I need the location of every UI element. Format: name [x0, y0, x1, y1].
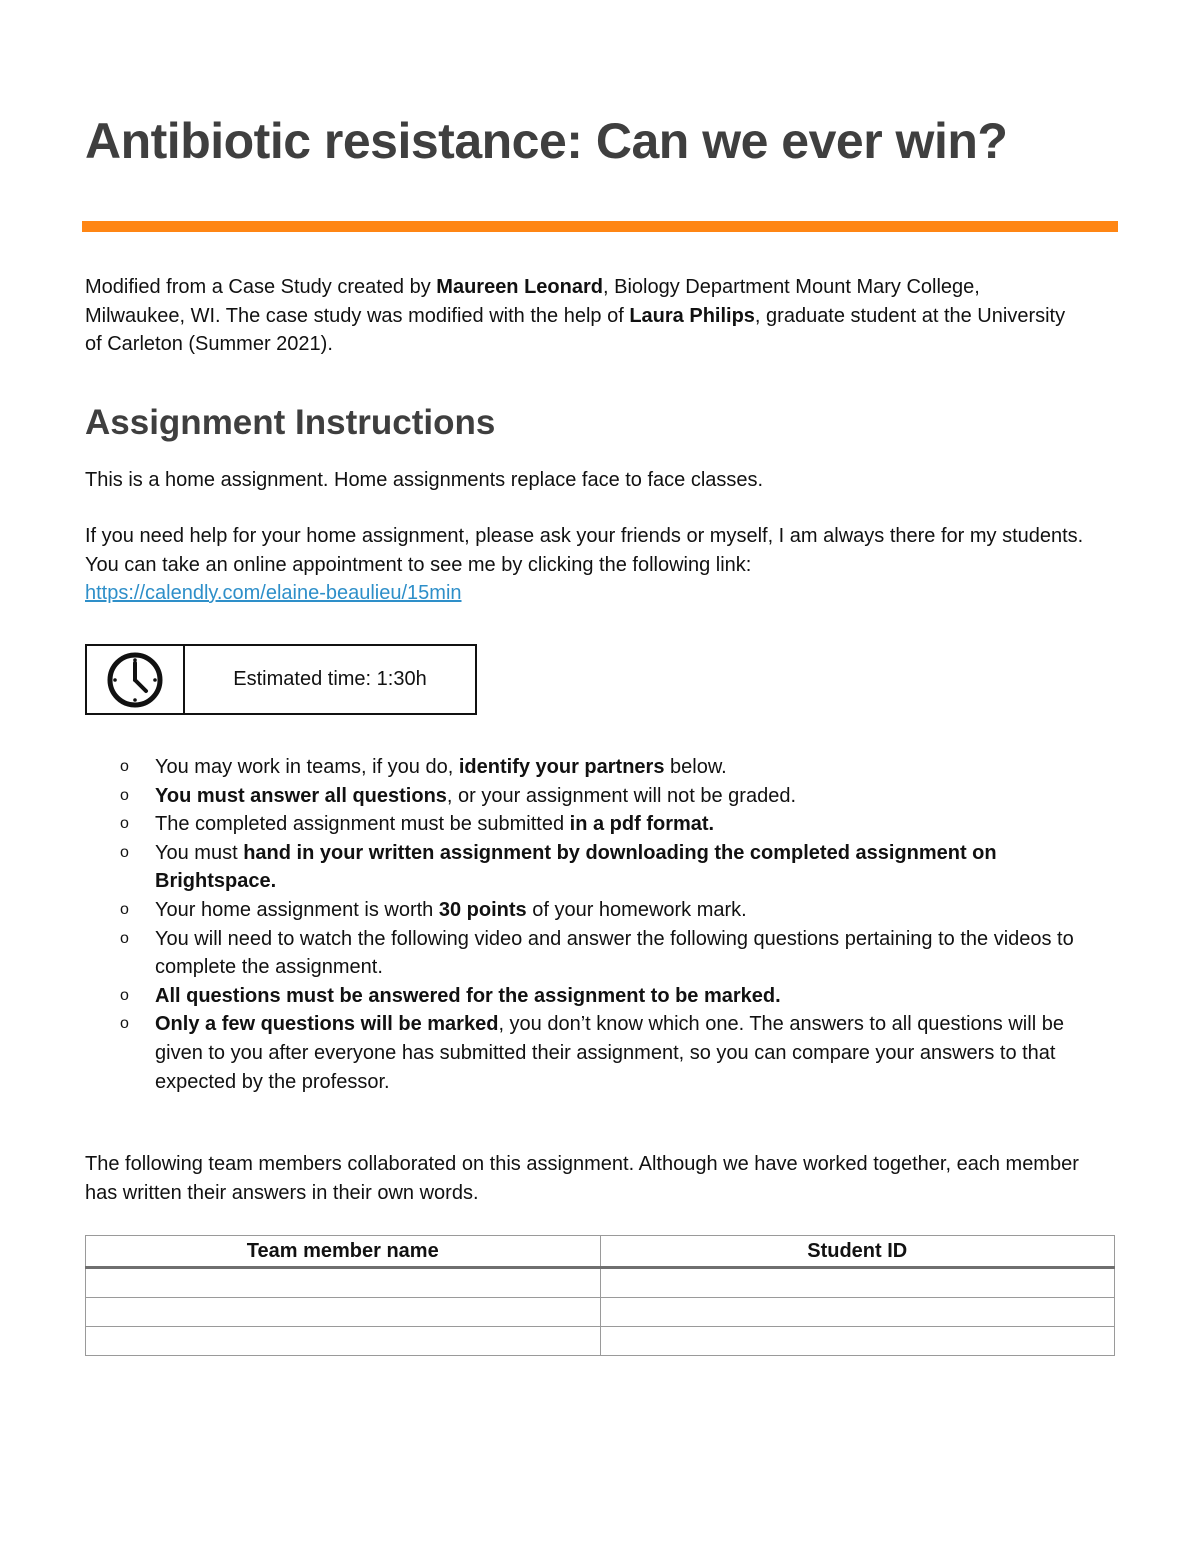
table-row [86, 1327, 1115, 1356]
list-item: o You may work in teams, if you do, identify your partners below. [118, 753, 1108, 782]
credit-paragraph [85, 273, 1085, 359]
bullet-marker: o [120, 815, 129, 833]
student-id-cell[interactable] [600, 1268, 1115, 1298]
estimated-time-label: Estimated time: 1:30h [233, 668, 427, 690]
column-header-student-id: Student ID [600, 1236, 1115, 1268]
document-title: Antibiotic resistance: Can we ever win? [85, 113, 1008, 169]
team-member-name-cell[interactable] [86, 1327, 601, 1356]
credit-text: , graduate student at the University of Carleton (Summer 2021). [85, 304, 1066, 355]
bullet-marker: o [120, 1015, 129, 1033]
bullet-marker: o [120, 929, 129, 947]
list-item: o Only a few questions will be marked, you don’t know which one. The answers to all questions will be given to you after everyone has submitted their assignment, so you can compare your answers to that expected by the professor. [118, 1010, 1108, 1096]
team-member-name-cell[interactable] [86, 1298, 601, 1327]
bullet-marker: o [120, 843, 129, 861]
title-divider [82, 221, 1118, 232]
list-item: o The completed assignment must be submitted in a pdf format. [118, 810, 1108, 839]
section-heading: Assignment Instructions [85, 403, 496, 442]
team-table [85, 1235, 1115, 1356]
author-name: Laura Philips [629, 304, 755, 327]
list-item: o You must hand in your written assignment by downloading the completed assignment on Brightspace. [118, 839, 1108, 896]
instruction-list [118, 753, 1108, 1096]
team-note: The following team members collaborated on this assignment. Although we have worked together, each member has written their answers in their own words. [85, 1153, 1079, 1204]
bullet-marker: o [120, 786, 129, 804]
credit-text: , Biology Department Mount Mary College, Milwaukee, WI. The case study was modified with the help of [85, 276, 980, 327]
list-item: o All questions must be answered for the assignment to be marked. [118, 982, 1108, 1011]
appointment-link[interactable]: https://calendly.com/elaine-beaulieu/15min [85, 582, 462, 604]
list-item: o You will need to watch the following video and answer the following questions pertaining to the videos to complete the assignment. [118, 925, 1108, 982]
table-row [86, 1298, 1115, 1327]
clock-icon [106, 651, 164, 709]
list-item: o Your home assignment is worth 30 points of your homework mark. [118, 896, 1108, 925]
student-id-cell[interactable] [600, 1327, 1115, 1356]
intro-paragraph: This is a home assignment. Home assignments replace face to face classes. [85, 469, 764, 491]
list-item: o You must answer all questions, or your assignment will not be graded. [118, 782, 1108, 811]
bullet-marker: o [120, 986, 129, 1004]
bullet-marker: o [120, 758, 129, 775]
table-header-row [86, 1236, 1115, 1268]
estimated-time-box [85, 644, 477, 715]
column-header-name: Team member name [86, 1236, 601, 1268]
team-member-name-cell[interactable] [86, 1268, 601, 1298]
help-text: If you need help for your home assignment, please ask your friends or myself, I am always there for my students. You can take an online appointment to see me by clicking the following link: [85, 525, 1084, 576]
bullet-marker: o [120, 900, 129, 918]
clock-icon-cell [87, 646, 185, 713]
author-name: Maureen Leonard [436, 276, 603, 298]
student-id-cell[interactable] [600, 1298, 1115, 1327]
credit-text: Modified from a Case Study created by [85, 276, 437, 298]
help-paragraph [85, 522, 1095, 608]
table-row [86, 1268, 1115, 1298]
